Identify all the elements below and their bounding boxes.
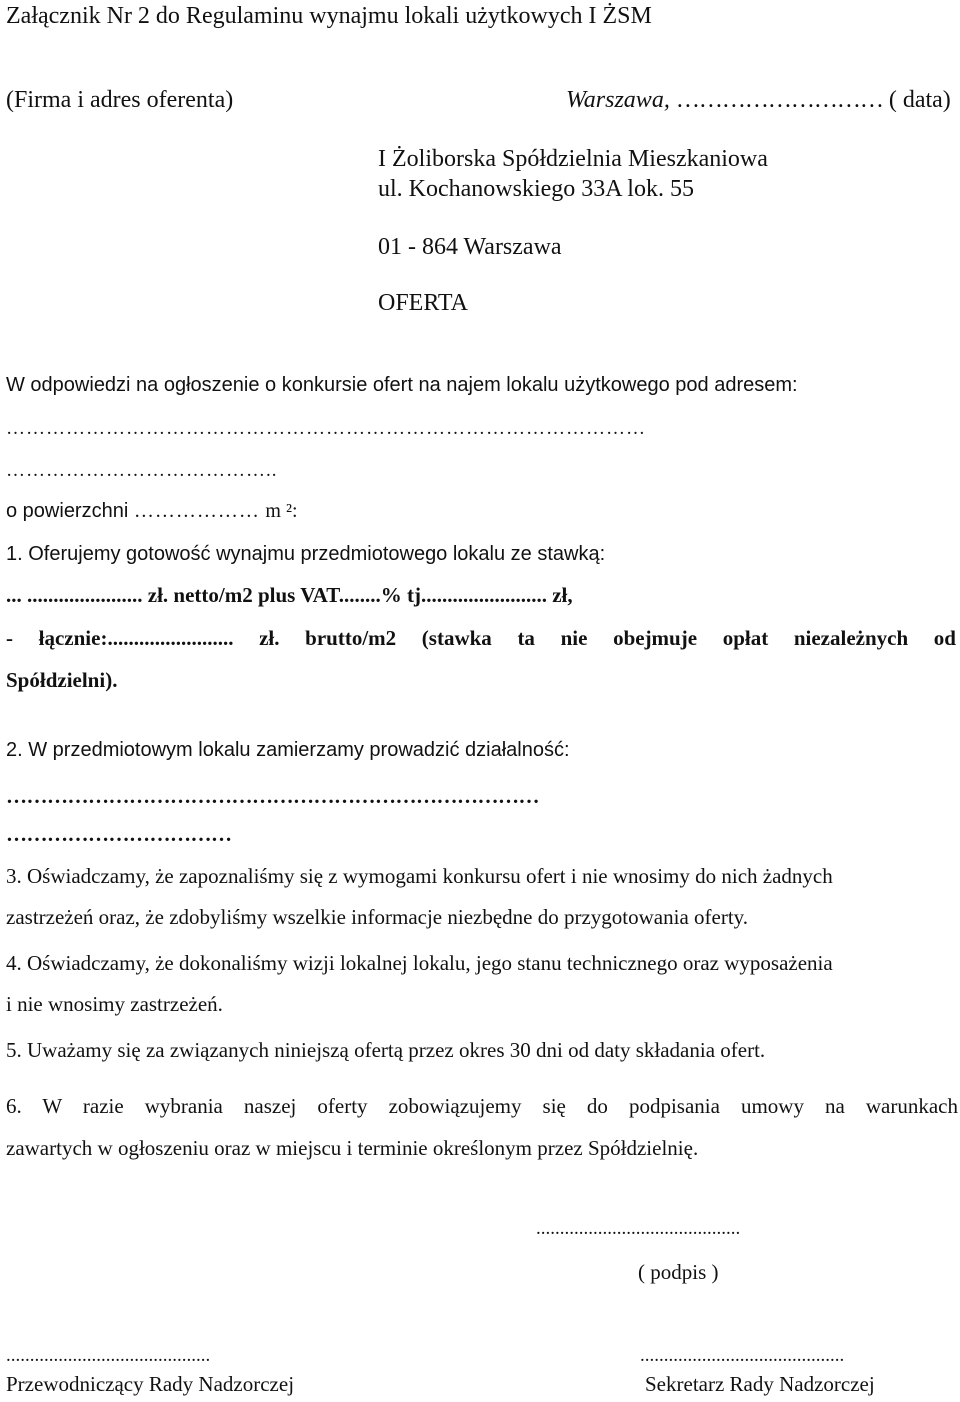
- date-dots: ………………………: [675, 87, 883, 113]
- point-1-total-end: Spółdzielni).: [6, 668, 118, 692]
- point-1-total-line: - łącznie:........................ zł. brutto/m2 (stawka ta nie obejmuje opłat niezależnych od: [6, 626, 956, 650]
- address-dots-line-2: …………………………………..: [6, 460, 278, 481]
- date-field: [566, 87, 951, 114]
- date-label: ( data): [888, 87, 951, 113]
- offer-heading: OFERTA: [378, 290, 468, 316]
- point-5-line-1: 5. Uważamy się za związanych niniejszą ofertą przez okres 30 dni od daty składania ofert.: [6, 1038, 766, 1062]
- sender-placeholder: (Firma i adres oferenta): [6, 87, 234, 113]
- area-prefix: o powierzchni: [6, 500, 129, 522]
- city-label: Warszawa,: [566, 87, 670, 113]
- area-unit: m ²:: [265, 500, 298, 522]
- recipient-name: I Żoliborska Spółdzielnia Mieszkaniowa: [378, 146, 768, 172]
- address-dots-line-1: ……………………………………………………………………………………: [6, 418, 646, 439]
- secretary-dots: ...........................................: [640, 1345, 845, 1366]
- intro-text: W odpowiedzi na ogłoszenie o konkursie ofert na najem lokalu użytkowego pod adresem:: [6, 374, 798, 396]
- point-4-line-1: 4. Oświadczamy, że dokonaliśmy wizji lokalnej lokalu, jego stanu technicznego oraz wyposażenia: [6, 951, 833, 975]
- point-1-rate-line: ... ...................... zł. netto/m2 plus VAT........% tj........................ zł,: [6, 583, 573, 607]
- recipient-postal: 01 - 864 Warszawa: [378, 234, 562, 260]
- point-6-line-1: 6. W razie wybrania naszej oferty zobowiązujemy się do podpisania umowy na warunkach: [6, 1094, 958, 1118]
- point-6-line-2: zawartych w ogłoszeniu oraz w miejscu i terminie określonym przez Spółdzielnię.: [6, 1136, 699, 1160]
- recipient-street: ul. Kochanowskiego 33A lok. 55: [378, 176, 694, 202]
- signature-dots: ...........................................: [536, 1218, 741, 1239]
- point-1-text: 1. Oferujemy gotowość wynajmu przedmiotowego lokalu ze stawką:: [6, 543, 606, 565]
- point-2-dots-line-2: ……………………………: [6, 822, 232, 846]
- area-line: [6, 500, 298, 523]
- point-2-text: 2. W przedmiotowym lokalu zamierzamy prowadzić działalność:: [6, 739, 570, 761]
- point-3-line-2: zastrzeżeń oraz, że zdobyliśmy wszelkie informacje niezbędne do przygotowania oferty.: [6, 905, 749, 929]
- area-dots: ………………: [133, 500, 260, 522]
- point-4-line-2: i nie wnosimy zastrzeżeń.: [6, 992, 223, 1016]
- point-2-dots-line-1: ……………………………………………………………………: [6, 784, 539, 808]
- chairman-dots: ...........................................: [6, 1345, 211, 1366]
- secretary-label: Sekretarz Rady Nadzorczej: [645, 1372, 875, 1396]
- point-3-line-1: 3. Oświadczamy, że zapoznaliśmy się z wymogami konkursu ofert i nie wnosimy do nich żadnych: [6, 864, 833, 888]
- chairman-label: Przewodniczący Rady Nadzorczej: [6, 1372, 295, 1396]
- signature-label: ( podpis ): [638, 1260, 719, 1284]
- document-title: Załącznik Nr 2 do Regulaminu wynajmu lokali użytkowych I ŻSM: [6, 3, 652, 29]
